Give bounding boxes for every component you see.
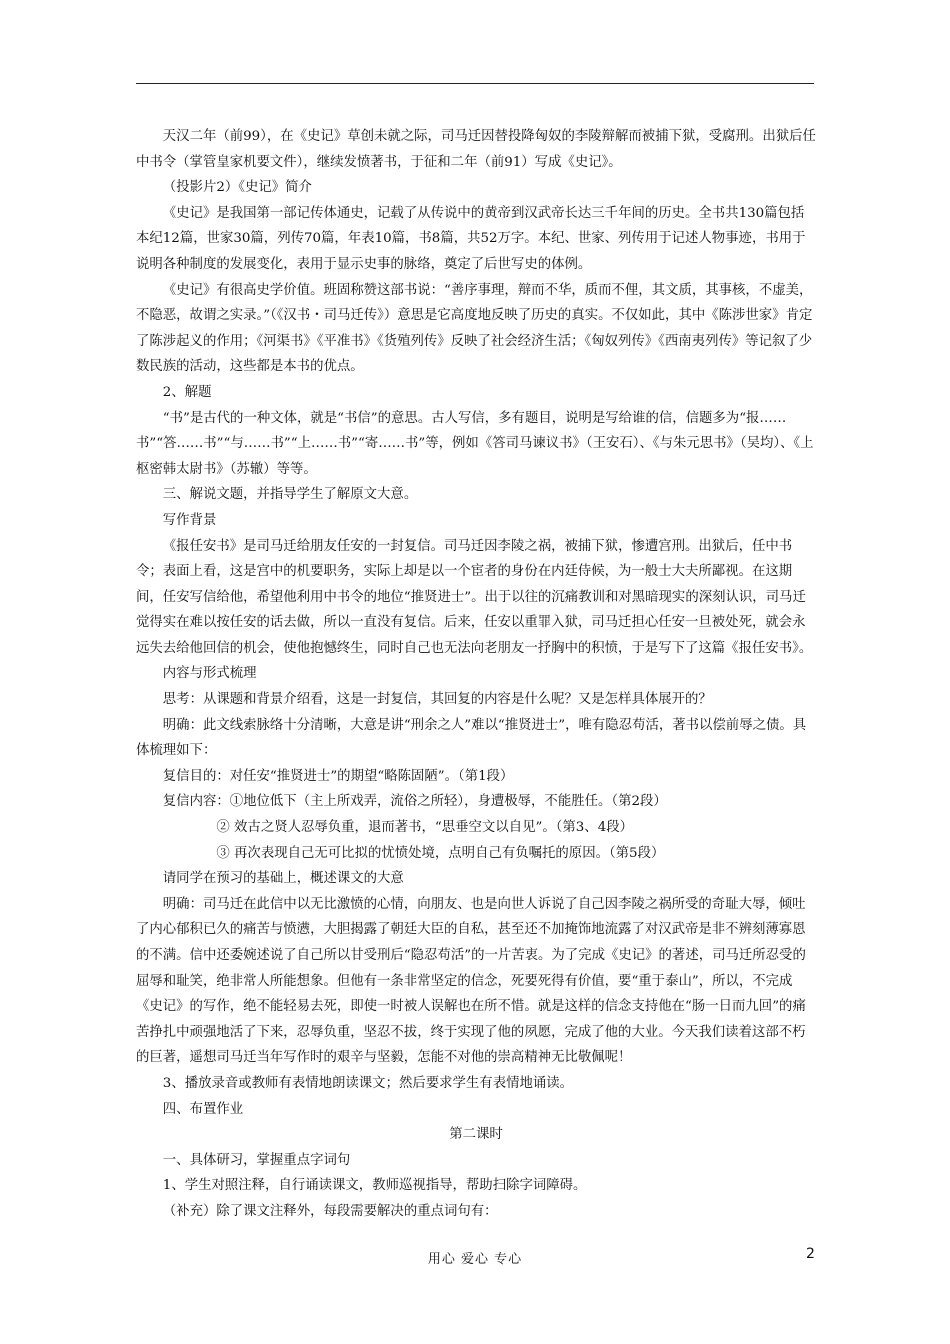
paragraph: 《报任安书》是司马迁给朋友任安的一封复信。司马迁因李陵之祸，被捕下狱，惨遭宫刑。出狱后，任中书令；表面上看，这是宫中的机要职务，实际上却是以一个宦者的身份在内廷侍候，为一般士大夫所鄙视。在这期间，任安写信给他，希望他利用中书令的地位“推贤进士”。出于以往的沉痛教训和对黑暗现实的深刻认识，司马迁觉得实在难以按任安的话去做，所以一直没有复信。后来，任安以重罪入狱，司马迁担心任安一旦被处死，就会永远失去给他回信的机会，使他抱憾终生，同时自己也无法向老朋友一抒胸中的积愤，于是写下了这篇《报任安书》。 [136, 538, 813, 656]
page-number: 2 [806, 1246, 815, 1262]
paragraph: “书”是古代的一种文体，就是“书信”的意思。古人写信，多有题目，说明是写给谁的信，信题多为“报……书”“答……书”“与……书”“上……书”“寄……书”等，例如《答司马谏议书》（王安石）、《与朱元思书》（吴均）、《上枢密韩太尉书》（苏辙）等等。 [136, 410, 814, 477]
paragraph: 四、布置作业 [162, 1101, 244, 1117]
paragraph: ③ 再次表现自己无可比拟的忧愤处境，点明自己有负嘱托的原因。（第5段） [216, 845, 665, 861]
paragraph: ② 效古之贤人忍辱负重，退而著书，“思垂空文以自见”。（第3、4段） [216, 820, 634, 836]
paragraph: （补充）除了课文注释外，每段需要解决的重点词句有： [162, 1203, 498, 1219]
section-heading: 第二课时 [449, 1127, 503, 1143]
paragraph: 一、具体研习，掌握重点字词句 [162, 1152, 351, 1168]
paragraph: 天汉二年（前99），在《史记》草创未就之际，司马迁因替投降匈奴的李陵辩解而被捕下狱，受腐刑。出狱后任中书令（掌管皇家机要文件），继续发愤著书，于征和二年（前91）写成《史记》。 [136, 129, 816, 170]
paragraph: 请同学在预习的基础上，概述课文的大意 [162, 871, 404, 887]
paragraph: 复信内容：①地位低下（主上所戏弄，流俗之所轻），身遭极辱，不能胜任。（第2段） [162, 794, 667, 810]
paragraph: 3、播放录音或教师有表情地朗读课文；然后要求学生有表情地诵读。 [162, 1075, 574, 1091]
paragraph: 明确：此文线索脉络十分清晰，大意是讲“刑余之人”难以“推贤进士”，唯有隐忍苟活，著书以偿前辱之债。具体梳理如下： [136, 717, 807, 759]
paragraph: 《史记》是我国第一部记传体通史，记载了从传说中的黄帝到汉武帝长达三千年间的历史。全书共130篇包括本纪12篇，世家30篇，列传70篇，年表10篇，书8篇，共52万字。本纪、世家、列传用于记述人物事迹，书用于说明各种制度的发展变化，表用于显示史事的脉络，奠定了后世写史的体例。 [136, 205, 806, 272]
header-rule [136, 83, 814, 84]
paragraph: 2、解题 [162, 384, 212, 400]
document-body [136, 124, 816, 1225]
paragraph: 思考：从课题和背景介绍看，这是一封复信，其回复的内容是什么呢？又是怎样具体展开的？ [162, 692, 712, 708]
paragraph: 三、解说文题，并指导学生了解原文大意。 [162, 487, 418, 503]
paragraph: 明确：司马迁在此信中以无比激愤的心情，向朋友、也是向世人诉说了自己因李陵之祸所受的奇耻大辱，倾吐了内心郁积已久的痛苦与愤懑，大胆揭露了朝廷大臣的自私，甚至还不加掩饰地流露了对汉武帝是非不辨刻薄寡恩的不满。信中还委婉述说了自己所以甘受刑后“隐忍苟活”的一片苦衷。为了完成《史记》的著述，司马迁所忍受的屈辱和耻笑，绝非常人所能想象。但他有一条非常坚定的信念，死要死得有价值，要“重于泰山”，所以，不完成《史记》的写作，绝不能轻易去死，即使一时被人误解也在所不惜。就是这样的信念支持他在“肠一日而九回”的痛苦挣扎中顽强地活了下来，忍辱负重，坚忍不拔，终于实现了他的夙愿，完成了他的大业。今天我们读着这部不朽的巨著，遥想司马迁当年写作时的艰辛与坚毅，怎能不对他的崇高精神无比敬佩呢！ [136, 896, 806, 1066]
paragraph: 1、学生对照注释，自行诵读课文，教师巡视指导，帮助扫除字词障碍。 [162, 1178, 587, 1194]
paragraph: 《史记》有很高史学价值。班固称赞这部书说：“善序事理，辩而不华，质而不俚，其文质，其事核，不虚美，不隐恶，故谓之实录。”（《汉书・司马迁传》）意思是它高度地反映了历史的真实。不仅如此，其中《陈涉世家》肯定了陈涉起义的作用；《河渠书》《平准书》《货殖列传》反映了社会经济生活；《匈奴列传》《西南夷列传》等记叙了少数民族的活动，这些都是本书的优点。 [136, 282, 813, 375]
footer-motto: 用心 爱心 专心 [427, 1252, 523, 1267]
paragraph: 写作背景 [162, 512, 217, 528]
paragraph: （投影片2）《史记》简介 [162, 180, 312, 196]
paragraph: 复信目的：对任安“推贤进士”的期望“略陈固陋”。（第1段） [162, 768, 514, 784]
paragraph: 内容与形式梳理 [162, 666, 257, 682]
